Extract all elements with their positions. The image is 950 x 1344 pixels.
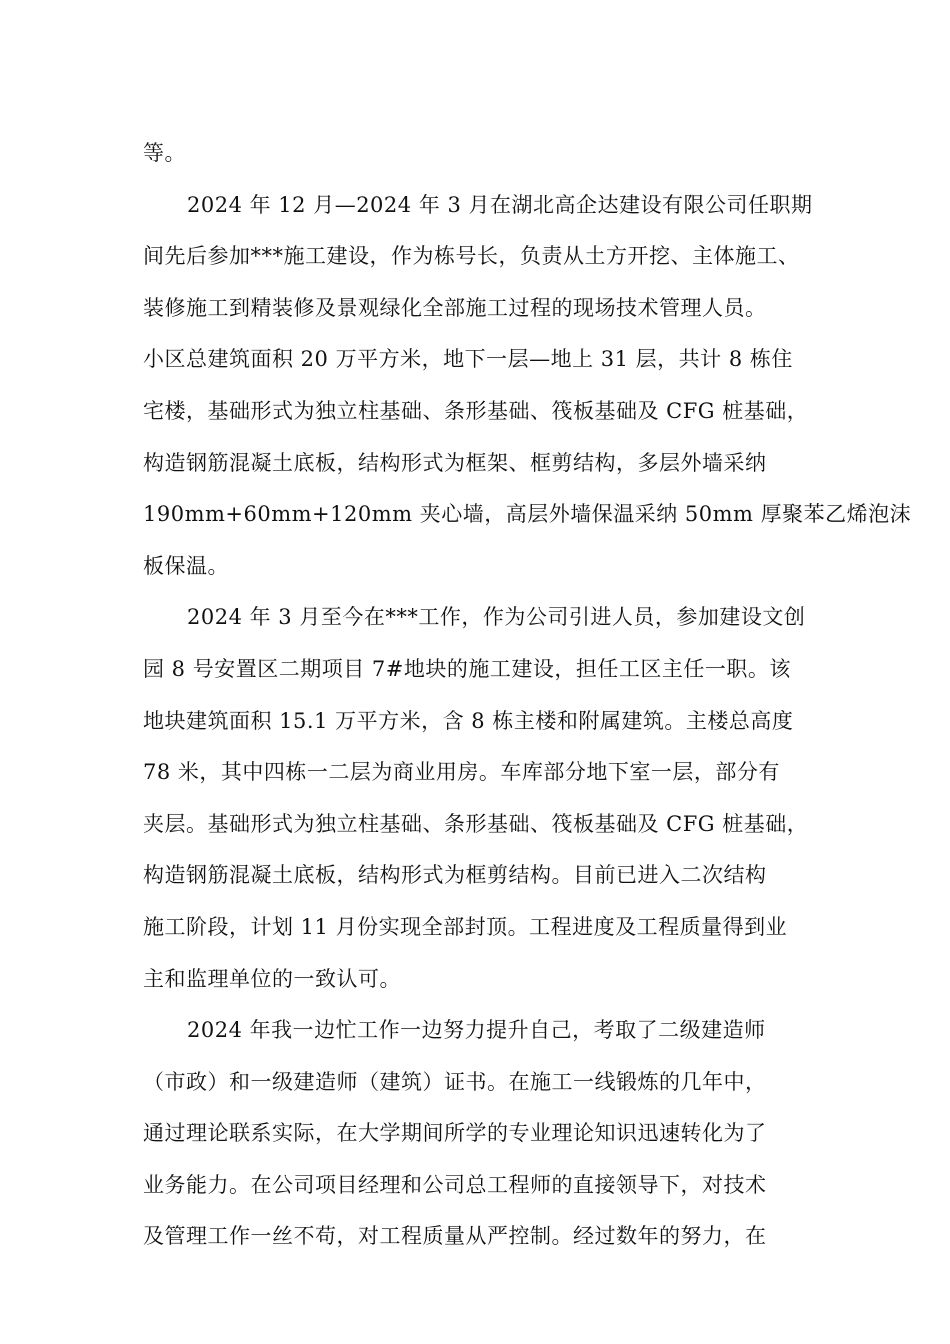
text-line-3: 间先后参加***施工建设，作为栋号长，负责从土方开挖、主体施工、 (143, 244, 800, 269)
text-line-17: 主和监理单位的一致认可。 (143, 966, 401, 991)
text-line-14: 夹层。基础形式为独立柱基础、条形基础、筏板基础及 CFG 桩基础， (143, 811, 809, 836)
text-line-5: 小区总建筑面积 20 万平方米，地下一层—地上 31 层，共计 8 栋住 (143, 347, 793, 372)
text-line-4: 装修施工到精装修及景观绿化全部施工过程的现场技术管理人员。 (143, 295, 767, 320)
text-line-19: （市政）和一级建造师（建筑）证书。在施工一线锻炼的几年中， (143, 1069, 767, 1094)
text-line-20: 通过理论联系实际，在大学期间所学的专业理论知识迅速转化为了 (143, 1121, 767, 1146)
text-line-18: 2024 年我一边忙工作一边努力提升自己，考取了二级建造师 (187, 1018, 766, 1043)
text-line-7: 构造钢筋混凝土底板，结构形式为框架、框剪结构，多层外墙采纳 (143, 450, 767, 475)
text-line-6: 宅楼，基础形式为独立柱基础、条形基础、筏板基础及 CFG 桩基础， (143, 398, 809, 423)
text-line-12: 地块建筑面积 15.1 万平方米，含 8 栋主楼和附属建筑。主楼总高度 (143, 708, 794, 733)
text-line-13: 78 米，其中四栋一二层为商业用房。车库部分地下室一层，部分有 (143, 760, 780, 785)
text-line-22: 及管理工作一丝不苟，对工程质量从严控制。经过数年的努力，在 (143, 1224, 767, 1249)
text-line-15: 构造钢筋混凝土底板，结构形式为框剪结构。目前已进入二次结构 (143, 863, 767, 888)
text-line-2: 2024 年 12 月—2024 年 3 月在湖北高企达建设有限公司任职期 (187, 192, 813, 217)
text-line-10: 2024 年 3 月至今在***工作，作为公司引进人员，参加建设文创 (187, 605, 806, 630)
text-line-1: 等。 (143, 141, 186, 165)
text-line-11: 园 8 号安置区二期项目 7#地块的施工建设，担任工区主任一职。该 (143, 656, 791, 681)
text-line-8: 190mm+60mm+120mm 夹心墙，高层外墙保温采纳 50mm 厚聚苯乙烯泡沫 (143, 502, 912, 527)
text-line-9: 板保温。 (143, 553, 229, 578)
body-text (143, 128, 912, 1263)
text-line-16: 施工阶段，计划 11 月份实现全部封顶。工程进度及工程质量得到业 (143, 914, 788, 939)
text-line-21: 业务能力。在公司项目经理和公司总工程师的直接领导下，对技术 (143, 1172, 767, 1197)
